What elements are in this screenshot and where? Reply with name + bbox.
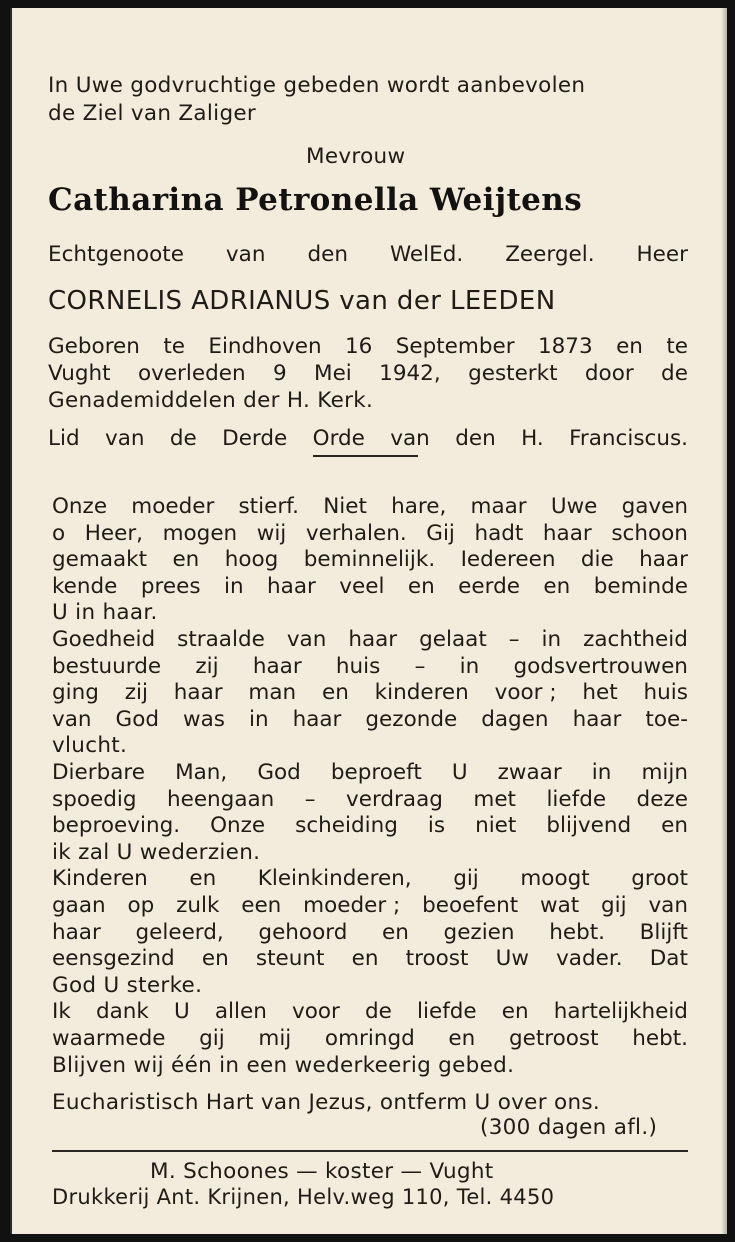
- word: Echtgenoote: [48, 242, 184, 267]
- word: niet: [475, 813, 517, 839]
- text-line: [52, 946, 688, 971]
- word: waarmede: [52, 1026, 166, 1051]
- text-line: Genademiddelen der H. Kerk.: [48, 388, 374, 413]
- word: is: [427, 813, 446, 839]
- word: Orde: [312, 426, 365, 451]
- word: eensgezind: [52, 946, 175, 972]
- word: –: [508, 627, 520, 652]
- word: mogen: [162, 520, 238, 546]
- word: Heer,: [84, 520, 144, 546]
- word: en: [661, 813, 688, 839]
- text-line: [52, 547, 688, 572]
- word: beoefent: [422, 893, 519, 918]
- text-line: God U sterke.: [52, 972, 203, 998]
- memorial-card: [10, 8, 727, 1234]
- text-line: [48, 334, 688, 359]
- word: stierf.: [238, 494, 299, 519]
- word: spoedig: [52, 786, 137, 812]
- word: beproeft: [330, 760, 422, 785]
- word: gelaat: [419, 627, 487, 652]
- word: dagen: [481, 706, 549, 732]
- word: haar: [348, 627, 398, 652]
- text-line: [52, 654, 688, 679]
- word: van: [286, 627, 327, 652]
- word: de: [169, 426, 197, 451]
- word: toe-: [645, 706, 688, 732]
- word: de: [365, 999, 392, 1025]
- card-edge-shadow: [721, 8, 727, 1234]
- word: –: [304, 786, 316, 812]
- word: hoog: [224, 547, 279, 573]
- word: beminnelijk.: [303, 547, 436, 573]
- word: haar: [572, 706, 622, 732]
- word: in: [591, 760, 612, 785]
- word: en: [201, 946, 229, 972]
- word: God: [115, 706, 159, 732]
- word: en: [448, 1026, 476, 1051]
- word: Uw: [495, 946, 529, 972]
- word: en: [501, 999, 529, 1025]
- word: Blijft: [639, 919, 688, 945]
- word: H.: [521, 426, 544, 451]
- word: Ik: [52, 999, 71, 1025]
- text-line: ik zal U wederzien.: [52, 839, 261, 865]
- word: in: [541, 627, 562, 652]
- intro-line-2: de Ziel van Zaliger: [48, 101, 257, 126]
- word: beminde: [593, 573, 688, 599]
- divider-short: [313, 455, 418, 457]
- text-line: [52, 1026, 688, 1051]
- word: hadt: [474, 520, 524, 546]
- deceased-name: Catharina Petronella Weijtens: [48, 182, 583, 218]
- word: van: [390, 426, 430, 451]
- word: 16: [344, 334, 373, 359]
- word: zij: [124, 680, 148, 706]
- word: en: [351, 946, 379, 972]
- word: kinderen: [374, 680, 469, 706]
- word: –: [414, 653, 426, 679]
- word: gaven: [621, 494, 688, 519]
- word: gij: [199, 1026, 225, 1051]
- word: gehoord: [258, 919, 348, 945]
- word: 9: [272, 361, 287, 386]
- word: met: [473, 786, 516, 812]
- word: en: [407, 573, 435, 599]
- word: te: [163, 334, 185, 359]
- word: liefde: [417, 999, 477, 1025]
- word: scheiding: [295, 813, 398, 839]
- text-line: [52, 521, 688, 546]
- text-line: [52, 920, 688, 945]
- word: haar: [542, 520, 592, 546]
- word: gezonde: [365, 706, 458, 732]
- word: U: [173, 999, 190, 1025]
- word: wij: [256, 520, 287, 546]
- word: van: [104, 426, 145, 451]
- word: huis: [643, 680, 688, 706]
- word: groot: [631, 866, 688, 892]
- word: den: [307, 242, 348, 267]
- word: moogt: [520, 866, 590, 892]
- word: Kinderen: [52, 866, 148, 892]
- word: Zeergel.: [505, 242, 595, 267]
- text-line: [52, 999, 688, 1024]
- word: zwaar: [497, 760, 562, 785]
- word: die: [580, 547, 614, 573]
- word: Geboren: [48, 334, 140, 359]
- word: het: [582, 680, 618, 706]
- word: Niet: [323, 494, 367, 519]
- word: in: [248, 706, 269, 732]
- word: Derde: [222, 426, 288, 451]
- text-line: [48, 426, 688, 451]
- word: verdraag: [346, 786, 443, 812]
- word: zulk: [176, 893, 220, 918]
- word: WelEd.: [389, 242, 464, 267]
- word: ging: [52, 680, 99, 706]
- word: Goedheid: [52, 627, 156, 652]
- text-line: [52, 760, 688, 785]
- word: was: [183, 706, 225, 732]
- word: Franciscus.: [569, 426, 688, 451]
- word: Gij: [426, 520, 455, 546]
- word: haar: [52, 919, 101, 945]
- divider-long: [52, 1150, 688, 1152]
- text-line: [52, 707, 688, 732]
- text-line: [52, 813, 688, 838]
- word: haar: [173, 680, 223, 706]
- word: hare,: [391, 494, 447, 519]
- word: van: [225, 242, 266, 267]
- word: zachtheid: [583, 627, 688, 652]
- word: zij: [195, 653, 219, 679]
- word: Lid: [48, 426, 80, 451]
- word: omringd: [324, 1026, 415, 1051]
- word: bestuurde: [52, 653, 162, 679]
- footer-line-1: M. Schoones — koster — Vught: [150, 1159, 494, 1184]
- word: troost: [405, 946, 469, 972]
- word: moeder ;: [303, 893, 401, 918]
- word: overleden: [137, 361, 246, 386]
- word: haar: [267, 573, 316, 599]
- text-line: U in haar.: [52, 600, 158, 626]
- text-line: [52, 627, 688, 652]
- word: en: [543, 573, 571, 599]
- word: Onze: [52, 494, 108, 519]
- text-line: [52, 866, 688, 891]
- word: kende: [52, 573, 118, 599]
- word: eerde: [458, 573, 520, 599]
- word: Kleinkinderen,: [257, 866, 412, 892]
- word: den: [455, 426, 496, 451]
- prayer-line: Eucharistisch Hart van Jezus, ontferm U over ons.: [52, 1090, 601, 1115]
- word: straalde: [177, 627, 265, 652]
- word: de: [661, 361, 688, 386]
- word: haar: [292, 706, 342, 732]
- word: en: [382, 919, 409, 945]
- word: Heer: [636, 242, 688, 267]
- word: Vught: [48, 361, 111, 386]
- indulgence: (300 dagen afl.): [480, 1115, 658, 1140]
- intro-line-1: In Uwe godvruchtige gebeden wordt aanbevolen: [48, 73, 586, 98]
- text-line: [52, 494, 688, 519]
- word: gemaakt: [52, 547, 148, 573]
- word: gij: [601, 893, 627, 918]
- word: Man,: [175, 760, 228, 785]
- word: liefde: [546, 786, 607, 812]
- word: Dat: [649, 946, 688, 972]
- word: September: [395, 334, 515, 359]
- word: haar: [639, 547, 688, 573]
- word: voor: [292, 999, 340, 1025]
- honorific: Mevrouw: [306, 144, 406, 169]
- word: beproeving.: [52, 813, 181, 839]
- text-line: [52, 680, 688, 705]
- word: Onze: [210, 813, 266, 839]
- word: verhalen.: [305, 520, 407, 546]
- word: door: [584, 361, 634, 386]
- word: wat: [540, 893, 580, 918]
- word: steunt: [255, 946, 325, 972]
- word: hebt.: [632, 1026, 688, 1051]
- word: van: [648, 893, 688, 918]
- word: op: [127, 893, 155, 918]
- word: vader.: [556, 946, 623, 972]
- word: en: [616, 334, 643, 359]
- word: gaan: [52, 893, 106, 918]
- footer-line-2: Drukkerij Ant. Krijnen, Helv.weg 110, Tel. 4450: [52, 1185, 555, 1209]
- word: in: [223, 573, 244, 599]
- word: allen: [214, 999, 267, 1025]
- word: van: [52, 706, 92, 732]
- text-line: Blijven wij één in een wederkeerig gebed.: [52, 1052, 515, 1078]
- word: en: [189, 866, 217, 892]
- word: Dierbare: [52, 760, 146, 785]
- husband-name: CORNELIS ADRIANUS van der LEEDEN: [48, 286, 556, 316]
- word: gesterkt: [468, 361, 558, 386]
- word: moeder: [131, 494, 215, 519]
- word: Mei: [314, 361, 352, 386]
- word: mijn: [641, 760, 688, 785]
- word: 1873: [537, 334, 593, 359]
- word: getroost: [508, 1026, 599, 1051]
- word: o: [52, 520, 66, 546]
- text-line: [52, 893, 688, 918]
- text-line: [52, 574, 688, 599]
- word: een: [241, 893, 282, 918]
- word: 1942,: [379, 361, 441, 386]
- word: hartelijkheid: [553, 999, 688, 1025]
- word: Iedereen: [460, 547, 556, 573]
- word: te: [666, 334, 688, 359]
- word: en: [172, 547, 200, 573]
- word: in: [459, 653, 480, 679]
- word: deze: [636, 786, 688, 812]
- text-line: [52, 787, 688, 812]
- spouse-line: [48, 242, 688, 267]
- word: gezien: [443, 919, 515, 945]
- word: maar: [470, 494, 527, 519]
- word: veel: [339, 573, 385, 599]
- word: gij: [453, 866, 479, 892]
- word: man: [248, 680, 297, 706]
- word: hebt.: [549, 919, 605, 945]
- word: schoon: [611, 520, 688, 546]
- word: blijvend: [546, 813, 632, 839]
- word: heengaan: [166, 786, 275, 812]
- text-line: vlucht.: [52, 733, 128, 759]
- word: Uwe: [550, 494, 598, 519]
- word: huis: [335, 653, 381, 679]
- word: mij: [258, 1026, 292, 1051]
- word: en: [321, 680, 349, 706]
- word: haar: [252, 653, 302, 679]
- word: prees: [140, 573, 201, 599]
- word: voor ;: [494, 680, 557, 706]
- word: godsvertrouwen: [513, 653, 688, 679]
- word: dank: [95, 999, 149, 1025]
- word: Eindhoven: [208, 334, 322, 359]
- word: geleerd,: [135, 919, 224, 945]
- word: God: [257, 760, 301, 785]
- text-line: [48, 361, 688, 386]
- word: U: [451, 760, 468, 785]
